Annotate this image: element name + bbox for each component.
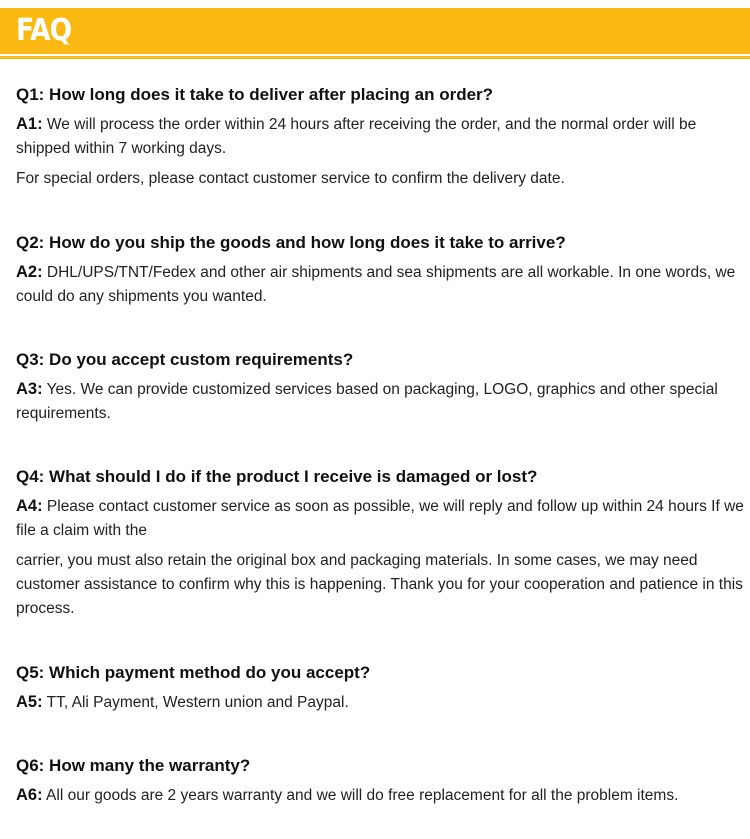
faq-item-1 xyxy=(16,84,744,191)
faq-title: FAQ xyxy=(16,13,72,48)
faq-answer-text: Yes. We can provide customized services based on packaging, LOGO, graphics and other special requirements. xyxy=(16,381,718,422)
header-divider xyxy=(0,56,750,59)
faq-answer xyxy=(16,783,744,808)
faq-answer-text: TT, Ali Payment, Western union and Paypal. xyxy=(46,694,349,711)
faq-answer-text: Please contact customer service as soon as possible, we will reply and follow up within 24 hours If we file a claim with the xyxy=(16,498,744,539)
faq-answer-text: DHL/UPS/TNT/Fedex and other air shipments and sea shipments are all workable. In one words, we could do any shipments you wanted. xyxy=(16,264,736,305)
faq-question: Q4: What should I do if the product I receive is damaged or lost? xyxy=(16,467,538,486)
faq-question: Q5: Which payment method do you accept? xyxy=(16,663,371,682)
faq-answer-label: A1: xyxy=(16,115,43,133)
faq-answer-extra: For special orders, please contact customer service to confirm the delivery date. xyxy=(16,170,565,187)
faq-answer-label: A3: xyxy=(16,380,43,398)
faq-answer xyxy=(16,260,744,309)
faq-header-bar xyxy=(0,8,750,54)
faq-question: Q2: How do you ship the goods and how long does it take to arrive? xyxy=(16,233,566,252)
faq-question: Q1: How long does it take to deliver after placing an order? xyxy=(16,85,494,104)
faq-answer-text: All our goods are 2 years warranty and we will do free replacement for all the problem items. xyxy=(46,787,679,804)
faq-answer xyxy=(16,112,744,161)
faq-item-2 xyxy=(16,232,744,309)
faq-question: Q6: How many the warranty? xyxy=(16,756,251,775)
faq-item-5 xyxy=(16,662,744,715)
faq-answer-label: A4: xyxy=(16,497,43,515)
faq-answer-label: A5: xyxy=(16,693,43,711)
faq-answer-text: We will process the order within 24 hours after receiving the order, and the normal order will be shipped within 7 working days. xyxy=(16,116,697,157)
faq-answer xyxy=(16,690,744,715)
faq-answer-extra: carrier, you must also retain the original box and packaging materials. In some cases, we may need customer assistance to confirm why this is happening. Thank you for your cooperation and patience in this process. xyxy=(16,552,743,617)
faq-question: Q3: Do you accept custom requirements? xyxy=(16,350,354,369)
faq-item-4 xyxy=(16,466,744,621)
faq-item-6 xyxy=(16,755,744,808)
faq-item-3 xyxy=(16,349,744,426)
faq-answer xyxy=(16,494,744,543)
faq-answer-label: A6: xyxy=(16,786,43,804)
faq-answer-label: A2: xyxy=(16,263,43,281)
faq-answer xyxy=(16,377,744,426)
